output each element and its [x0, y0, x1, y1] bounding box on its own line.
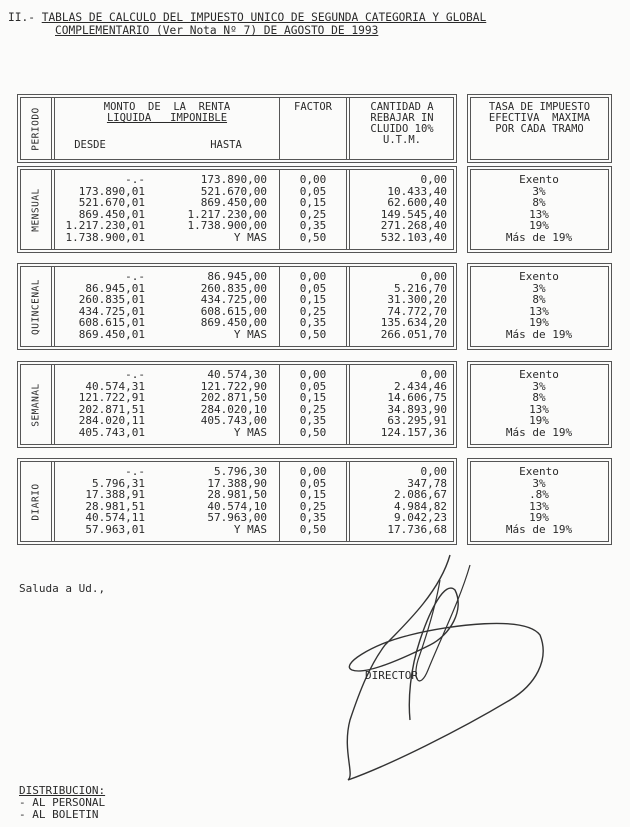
- quincenal-periodo-label: QUINCENAL: [30, 278, 42, 335]
- section-semanal-rate: [467, 361, 612, 448]
- diario-factor-column: [280, 466, 346, 536]
- semanal-rebajar-cell: 34.893,90: [387, 402, 447, 416]
- quincenal-desde-cell: 869.450,01: [78, 327, 145, 341]
- mensual-tasa-cell: Más de 19%: [505, 230, 573, 244]
- semanal-hasta-cell: Y MAS: [233, 425, 267, 439]
- header-hasta: HASTA: [210, 139, 242, 151]
- document-heading: [8, 11, 618, 37]
- quincenal-desde-cell: 86.945,01: [85, 281, 145, 295]
- quincenal-desde-cell: 608.615,01: [78, 316, 145, 330]
- semanal-factor-column: [280, 369, 346, 439]
- quincenal-hasta-cell: Y MAS: [233, 327, 267, 341]
- semanal-factor-cell: 0,50: [299, 425, 327, 439]
- semanal-tasa-cell: 13%: [529, 402, 549, 416]
- diario-hasta-cell: 40.574,10: [207, 499, 267, 513]
- semanal-tasa-cell: 8%: [532, 391, 546, 405]
- heading-prefix: II.-: [8, 11, 35, 24]
- mensual-rebajar-cell: 271.268,40: [380, 219, 447, 233]
- quincenal-tasa-column: [477, 271, 601, 341]
- semanal-desde-cell: -.-: [125, 368, 145, 381]
- diario-rebajar-cell: 0,00: [420, 465, 447, 478]
- semanal-tasa-cell: Más de 19%: [505, 425, 573, 439]
- diario-hasta-column: [151, 466, 267, 536]
- quincenal-tasa-cell: 19%: [529, 316, 549, 330]
- quincenal-rebajar-cell: 266.051,70: [380, 327, 447, 341]
- mensual-periodo-label: MENSUAL: [30, 187, 42, 232]
- mensual-hasta-cell: Y MAS: [233, 230, 267, 244]
- mensual-factor-cell: 0,50: [299, 230, 327, 244]
- distribution-block: [19, 785, 105, 821]
- mensual-tasa-cell: 3%: [532, 184, 546, 198]
- semanal-tasa-cell: 19%: [529, 414, 549, 428]
- diario-hasta-cell: 28.981,50: [207, 488, 267, 502]
- quincenal-factor-cell: 0,15: [299, 293, 327, 307]
- diario-factor-cell: 0,35: [299, 511, 327, 525]
- semanal-hasta-cell: 40.574,30: [207, 368, 267, 381]
- diario-desde-cell: 28.981,51: [85, 499, 145, 513]
- semanal-tasa-cell: Exento: [519, 368, 559, 381]
- semanal-rebajar-cell: 63.295,91: [387, 414, 447, 428]
- quincenal-rebajar-cell: 5.216,70: [394, 281, 447, 295]
- quincenal-factor-column: [280, 271, 346, 341]
- mensual-hasta-cell: 173.890,00: [200, 173, 267, 186]
- semanal-desde-cell: 405.743,01: [78, 425, 145, 439]
- quincenal-factor-cell: 0,50: [299, 327, 327, 341]
- header-periodo: PERIODO: [30, 106, 42, 151]
- header-factor: FACTOR: [294, 101, 332, 113]
- section-mensual: [17, 166, 457, 253]
- mensual-desde-column: [55, 174, 145, 244]
- diario-hasta-cell: 5.796,30: [214, 465, 267, 478]
- mensual-desde-cell: 173.890,01: [78, 184, 145, 198]
- diario-desde-column: [55, 466, 145, 536]
- mensual-rebajar-cell: 532.103,40: [380, 230, 447, 244]
- semanal-hasta-column: [151, 369, 267, 439]
- quincenal-tasa-cell: 8%: [532, 293, 546, 307]
- director-label: DIRECTOR: [365, 669, 418, 682]
- semanal-factor-cell: 0,00: [299, 368, 327, 381]
- mensual-hasta-column: [151, 174, 267, 244]
- quincenal-rebajar-cell: 135.634,20: [380, 316, 447, 330]
- quincenal-hasta-cell: 869.450,00: [200, 316, 267, 330]
- mensual-desde-cell: 521.670,01: [78, 196, 145, 210]
- mensual-rebajar-cell: 0,00: [420, 173, 447, 186]
- diario-rebajar-cell: 9.042,23: [394, 511, 447, 525]
- semanal-rebajar-column: [351, 369, 447, 439]
- quincenal-desde-column: [55, 271, 145, 341]
- mensual-factor-column: [280, 174, 346, 244]
- distribution-item-boletin: - AL BOLETIN: [19, 808, 99, 821]
- header-cantidad: CANTIDAD A REBAJAR IN CLUIDO 10% U.T.M.: [370, 101, 434, 146]
- header-desde: DESDE: [74, 139, 106, 151]
- semanal-periodo-label: SEMANAL: [30, 382, 42, 427]
- quincenal-hasta-cell: 608.615,00: [200, 304, 267, 318]
- semanal-factor-cell: 0,25: [299, 402, 327, 416]
- semanal-desde-cell: 202.871,51: [78, 402, 145, 416]
- mensual-hasta-cell: 1.738.900,00: [187, 219, 267, 233]
- quincenal-desde-cell: 434.725,01: [78, 304, 145, 318]
- diario-rebajar-column: [351, 466, 447, 536]
- closing-salutation: Saluda a Ud.,: [19, 582, 106, 595]
- diario-factor-cell: 0,00: [299, 465, 327, 478]
- diario-tasa-column: [477, 466, 601, 536]
- diario-tasa-cell: Exento: [519, 465, 559, 478]
- section-mensual-rate: [467, 166, 612, 253]
- mensual-desde-cell: 869.450,01: [78, 207, 145, 221]
- semanal-factor-cell: 0,15: [299, 391, 327, 405]
- quincenal-rebajar-cell: 0,00: [420, 270, 447, 283]
- semanal-hasta-cell: 202.871,50: [200, 391, 267, 405]
- heading-line-2: COMPLEMENTARIO (Ver Nota Nº 7) DE AGOSTO DE 1993: [55, 24, 379, 37]
- quincenal-desde-cell: 260.835,01: [78, 293, 145, 307]
- mensual-desde-cell: -.-: [125, 173, 145, 186]
- diario-rebajar-cell: 2.086,67: [394, 488, 447, 502]
- semanal-rebajar-cell: 2.434,46: [394, 379, 447, 393]
- mensual-desde-cell: 1.738.900,01: [65, 230, 145, 244]
- quincenal-hasta-cell: 260.835,00: [200, 281, 267, 295]
- semanal-rebajar-cell: 0,00: [420, 368, 447, 381]
- mensual-hasta-cell: 1.217.230,00: [187, 207, 267, 221]
- diario-tasa-cell: 3%: [532, 476, 546, 490]
- mensual-tasa-cell: Exento: [519, 173, 559, 186]
- diario-desde-cell: 5.796,31: [92, 476, 145, 490]
- diario-factor-cell: 0,25: [299, 499, 327, 513]
- diario-tasa-cell: Más de 19%: [505, 522, 573, 536]
- quincenal-tasa-cell: 13%: [529, 304, 549, 318]
- mensual-rebajar-cell: 10.433,40: [387, 184, 447, 198]
- semanal-factor-cell: 0,05: [299, 379, 327, 393]
- diario-desde-cell: 40.574,11: [85, 511, 145, 525]
- diario-hasta-cell: 57.963,00: [207, 511, 267, 525]
- mensual-factor-cell: 0,00: [299, 173, 327, 186]
- semanal-tasa-column: [477, 369, 601, 439]
- semanal-desde-column: [55, 369, 145, 439]
- diario-factor-cell: 0,15: [299, 488, 327, 502]
- diario-tasa-cell: .8%: [529, 488, 549, 502]
- quincenal-rebajar-cell: 74.772,70: [387, 304, 447, 318]
- semanal-hasta-cell: 121.722,90: [200, 379, 267, 393]
- distribution-title: DISTRIBUCION:: [19, 784, 106, 797]
- quincenal-rebajar-column: [351, 271, 447, 341]
- quincenal-tasa-cell: Exento: [519, 270, 559, 283]
- mensual-tasa-cell: 8%: [532, 196, 546, 210]
- quincenal-desde-cell: -.-: [125, 270, 145, 283]
- mensual-desde-cell: 1.217.230,01: [65, 219, 145, 233]
- semanal-hasta-cell: 284.020,10: [200, 402, 267, 416]
- mensual-rebajar-cell: 149.545,40: [380, 207, 447, 221]
- diario-desde-cell: -.-: [125, 465, 145, 478]
- section-diario-rate: [467, 458, 612, 545]
- section-diario: [17, 458, 457, 545]
- mensual-hasta-cell: 521.670,00: [200, 184, 267, 198]
- diario-hasta-cell: Y MAS: [233, 522, 267, 536]
- mensual-factor-cell: 0,35: [299, 219, 327, 233]
- diario-rebajar-cell: 17.736,68: [387, 522, 447, 536]
- semanal-hasta-cell: 405.743,00: [200, 414, 267, 428]
- quincenal-factor-cell: 0,25: [299, 304, 327, 318]
- semanal-factor-cell: 0,35: [299, 414, 327, 428]
- quincenal-hasta-column: [151, 271, 267, 341]
- mensual-factor-cell: 0,15: [299, 196, 327, 210]
- heading-line-1: TABLAS DE CALCULO DEL IMPUESTO UNICO DE SEGUNDA CATEGORIA Y GLOBAL: [41, 11, 487, 24]
- mensual-tasa-cell: 13%: [529, 207, 549, 221]
- diario-factor-cell: 0,50: [299, 522, 327, 536]
- mensual-hasta-cell: 869.450,00: [200, 196, 267, 210]
- semanal-tasa-cell: 3%: [532, 379, 546, 393]
- section-quincenal-rate: [467, 263, 612, 350]
- diario-hasta-cell: 17.388,90: [207, 476, 267, 490]
- diario-desde-cell: 17.388,91: [85, 488, 145, 502]
- mensual-tasa-cell: 19%: [529, 219, 549, 233]
- quincenal-hasta-cell: 86.945,00: [207, 270, 267, 283]
- semanal-desde-cell: 121.722,91: [78, 391, 145, 405]
- mensual-factor-cell: 0,25: [299, 207, 327, 221]
- signature-image: [300, 550, 580, 790]
- table-header-rate: [467, 94, 612, 163]
- diario-tasa-cell: 13%: [529, 499, 549, 513]
- semanal-desde-cell: 40.574,31: [85, 379, 145, 393]
- section-semanal: [17, 361, 457, 448]
- semanal-rebajar-cell: 124.157,36: [380, 425, 447, 439]
- semanal-desde-cell: 284.020,11: [78, 414, 145, 428]
- quincenal-hasta-cell: 434.725,00: [200, 293, 267, 307]
- mensual-rebajar-cell: 62.600,40: [387, 196, 447, 210]
- quincenal-factor-cell: 0,00: [299, 270, 327, 283]
- diario-periodo-label: DIARIO: [30, 482, 42, 521]
- quincenal-tasa-cell: 3%: [532, 281, 546, 295]
- diario-rebajar-cell: 347,78: [407, 476, 447, 490]
- mensual-rebajar-column: [351, 174, 447, 244]
- mensual-factor-cell: 0,05: [299, 184, 327, 198]
- section-quincenal: [17, 263, 457, 350]
- quincenal-rebajar-cell: 31.300,20: [387, 293, 447, 307]
- distribution-item-personal: - AL PERSONAL: [19, 796, 106, 809]
- header-tasa: TASA DE IMPUESTO EFECTIVA MAXIMA POR CADA TRAMO: [488, 101, 591, 135]
- diario-rebajar-cell: 4.984,82: [394, 499, 447, 513]
- diario-factor-cell: 0,05: [299, 476, 327, 490]
- quincenal-tasa-cell: Más de 19%: [505, 327, 573, 341]
- diario-desde-cell: 57.963,01: [85, 522, 145, 536]
- semanal-rebajar-cell: 14.606,75: [387, 391, 447, 405]
- mensual-tasa-column: [477, 174, 601, 244]
- quincenal-factor-cell: 0,35: [299, 316, 327, 330]
- table-header-main: [17, 94, 457, 163]
- quincenal-factor-cell: 0,05: [299, 281, 327, 295]
- header-monto: MONTO DE LA RENTA LIQUIDA IMPONIBLE: [103, 101, 231, 124]
- diario-tasa-cell: 19%: [529, 511, 549, 525]
